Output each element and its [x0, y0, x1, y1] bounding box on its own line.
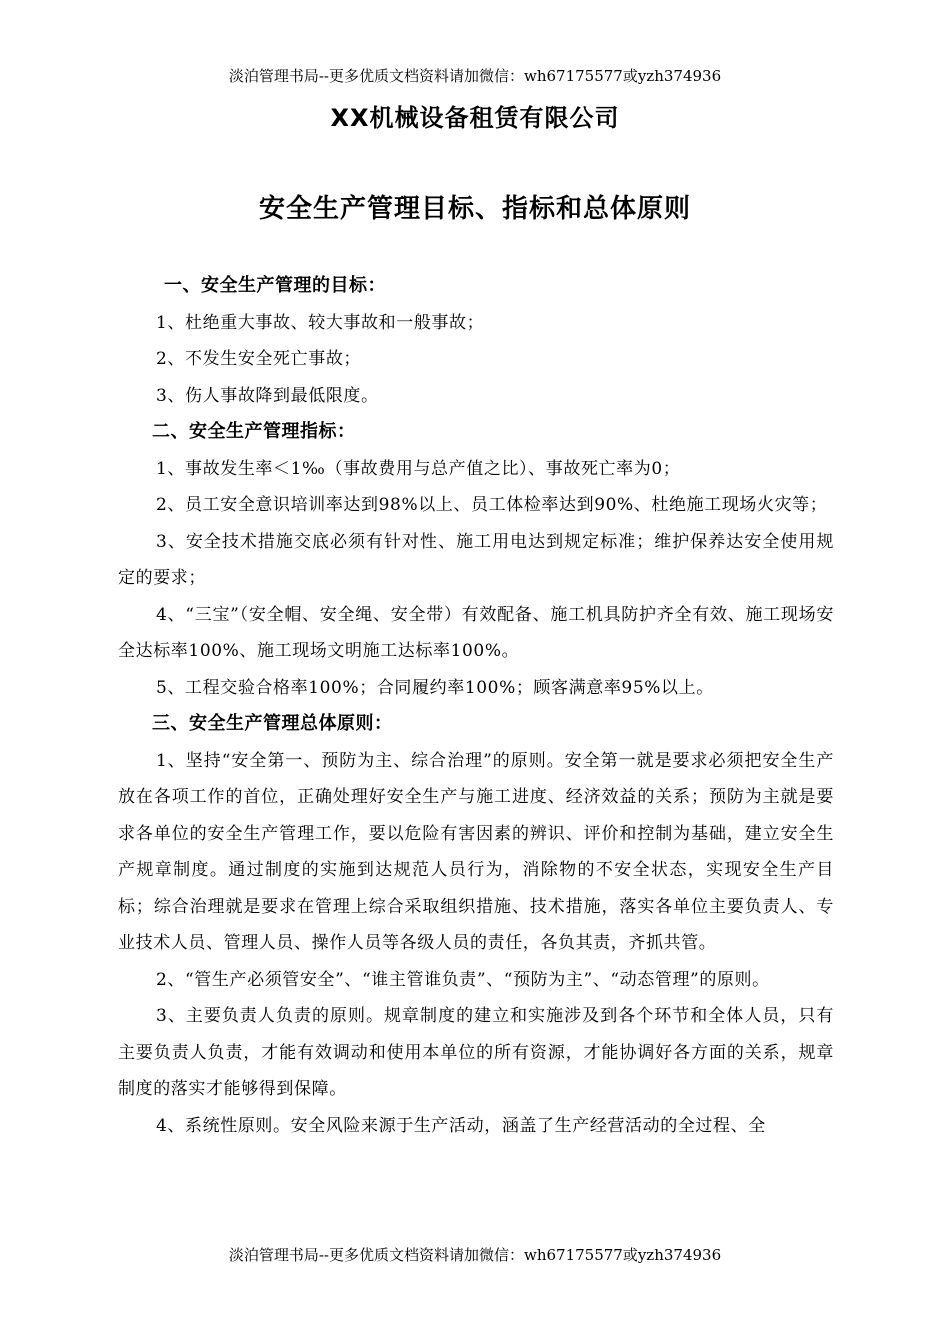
- section-heading-indicators: 二、安全生产管理指标：: [152, 421, 356, 442]
- header-watermark: 淡泊管理书局--更多优质文档资料请加微信：wh67175577或yzh374936: [228, 67, 722, 85]
- principle-item: 4、系统性原则。安全风险来源于生产活动，涵盖了生产经营活动的全过程、全: [156, 1115, 766, 1136]
- company-name: XX机械设备租赁有限公司: [330, 104, 620, 132]
- document-title: 安全生产管理目标、指标和总体原则: [258, 194, 691, 224]
- document-body: [118, 268, 834, 1144]
- indicator-item: 5、工程交验合格率100%；合同履约率100%；顾客满意率95%以上。: [156, 677, 714, 698]
- principle-item: 2、“管生产必须管安全”、“谁主管谁负责”、“预防为主”、“动态管理”的原则。: [156, 969, 770, 990]
- indicator-item: 4、“三宝”（安全帽、安全绳、安全带）有效配备、施工机具防护齐全有效、施工现场安全达标率100%、施工现场文明施工达标率100%。: [118, 604, 834, 661]
- goal-item: 1、杜绝重大事故、较大事故和一般事故；: [156, 312, 485, 333]
- footer-watermark: 淡泊管理书局--更多优质文档资料请加微信：wh67175577或yzh374936: [228, 1246, 722, 1264]
- indicator-item: 2、员工安全意识培训率达到98%以上、员工体检率达到90%、杜绝施工现场火灾等；: [156, 495, 828, 515]
- goal-item: 3、伤人事故降到最低限度。: [156, 385, 379, 406]
- section-heading-goals: 一、安全生产管理的目标：: [164, 275, 386, 296]
- indicator-item: 3、安全技术措施交底必须有针对性、施工用电达到规定标准；维护保养达安全使用规定的要求；: [118, 531, 834, 588]
- principle-item: 3、主要负责人负责的原则。规章制度的建立和实施涉及到各个环节和全体人员，只有主要负责人负责，才能有效调动和使用本单位的所有资源，才能协调好各方面的关系，规章制度的落实才能够得到保障。: [118, 1006, 834, 1099]
- principle-item: 1、坚持“安全第一、预防为主、综合治理”的原则。安全第一就是要求必须把安全生产放在各项工作的首位，正确处理好安全生产与施工进度、经济效益的关系；预防为主就是要求各单位的安全生产管理工作，要以危险有害因素的辨识、评价和控制为基础，建立安全生产规章制度。通过制度的实施到达规范人员行为，消除物的不安全状态，实现安全生产目标；综合治理就是要求在管理上综合采取组织措施、技术措施，落实各单位主要负责人、专业技术人员、管理人员、操作人员等各级人员的责任，各负其责，齐抓共管。: [118, 750, 834, 953]
- goal-item: 2、不发生安全死亡事故；: [156, 349, 362, 369]
- indicator-item: 1、事故发生率＜1‰（事故费用与总产值之比）、事故死亡率为0；: [156, 458, 681, 479]
- section-heading-principles: 三、安全生产管理总体原则：: [152, 713, 393, 734]
